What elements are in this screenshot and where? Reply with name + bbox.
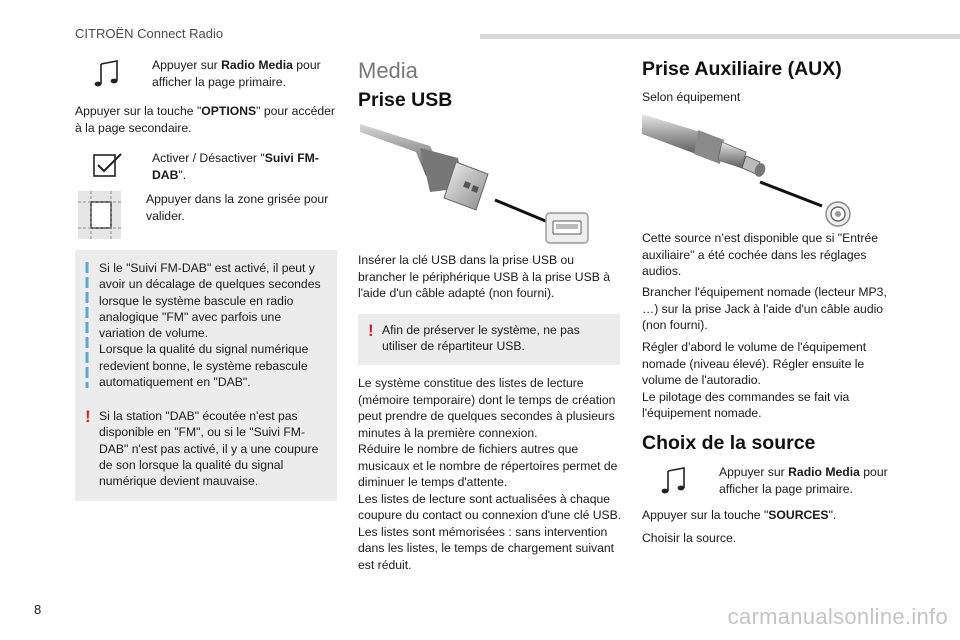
- aux-p3: Régler d'abord le volume de l'équipement nomade (niveau élevé). Régler ensuite le volume de l'autoradio. Le pilotage des commandes se fait via l'équipement nomade.: [642, 340, 867, 420]
- page-number: 8: [34, 602, 42, 617]
- aux-title: Prise Auxiliaire (AUX): [642, 58, 842, 80]
- info-note: [75, 250, 337, 404]
- aux-subtitle: Selon équipement: [642, 90, 741, 104]
- music-note-icon: [656, 464, 696, 496]
- usb-warning-text: Afin de préserver le système, ne pas utiliser de répartiteur USB.: [382, 323, 580, 354]
- info-note-text: Si le "Suivi FM-DAB" est activé, il peut y avoir un décalage de quelques secondes lorsque le système bascule en radio analogique "FM" avec parfois une variation de volume. Lorsque la qualité du signal numérique redevient bonne, le système rebascule automatiquement en "DAB".: [99, 261, 321, 390]
- aux-p2: Brancher l'équipement nomade (lecteur MP3, …) sur la prise Jack à l'aide d'un câble audio (non fourni).: [642, 285, 887, 332]
- warning-mark-icon: !: [85, 407, 91, 426]
- source-radio-media-text: Appuyer sur Radio Media pour afficher la page primaire.: [719, 465, 888, 496]
- radio-media-text: Appuyer sur Radio Media pour afficher la page primaire.: [152, 58, 321, 89]
- grid-zone-icon: [75, 191, 121, 239]
- warning-note: [75, 398, 337, 501]
- options-text: Appuyer sur la touche "OPTIONS" pour accéder à la page secondaire.: [75, 104, 335, 135]
- info-mark-icon: [85, 260, 99, 392]
- suivi-step: [75, 150, 340, 183]
- header-title: CITROËN Connect Radio: [75, 26, 224, 41]
- section-title-media: Media: [358, 58, 418, 83]
- source-title: Choix de la source: [642, 432, 816, 454]
- playlist-text: Le système constitue des listes de lecture (mémoire temporaire) dont le temps de création peut prendre de quelques secondes à plusieurs minutes à la première connexion. Réduire le nombre de fichiers autres que musicaux et le nombre de répertoires permet de diminuer le temps d'attente. Les listes de lecture sont actualisées à chaque coupure du contact ou connexion d'une clé USB. Les listes sont mémorisées : sans intervention dans les listes, le temps de chargement suivant est réduit.: [358, 376, 622, 572]
- validate-text: Appuyer dans la zone grisée pour valider.: [146, 192, 329, 223]
- jack-port-icon: [824, 200, 852, 228]
- source-radio-media-step: [642, 464, 902, 497]
- aux-p1: Cette source n’est disponible que si "Entrée auxiliaire" a été cochée dans les réglages audios.: [642, 231, 879, 278]
- radio-media-step: [75, 57, 340, 90]
- header-bar: [480, 34, 960, 39]
- usb-text: Insérer la clé USB dans la prise USB ou brancher le périphérique USB à la prise USB à l'aide d'un câble adapté (non fourni).: [358, 253, 611, 300]
- sources-text: Appuyer sur la touche "SOURCES".: [642, 508, 837, 522]
- usb-port-icon: [545, 212, 589, 244]
- choose-source-text: Choisir la source.: [642, 531, 737, 545]
- watermark: carmanualsonline.info: [727, 604, 948, 629]
- usb-warning-note: [358, 314, 620, 365]
- usb-title: Prise USB: [358, 89, 453, 111]
- warning-note-text: Si la station "DAB" écoutée n'est pas disponible en "FM", ou si le "Suivi FM-DAB" n'est pas activé, il y a une coupure de son lorsque la qualité du signal numérique devient mauvaise.: [99, 409, 319, 489]
- checkbox-icon: [89, 150, 129, 182]
- suivi-text: Activer / Désactiver "Suivi FM-DAB".: [152, 151, 319, 182]
- warning-mark-icon: !: [368, 321, 374, 340]
- music-note-icon: [89, 57, 129, 89]
- validate-step: [75, 191, 340, 239]
